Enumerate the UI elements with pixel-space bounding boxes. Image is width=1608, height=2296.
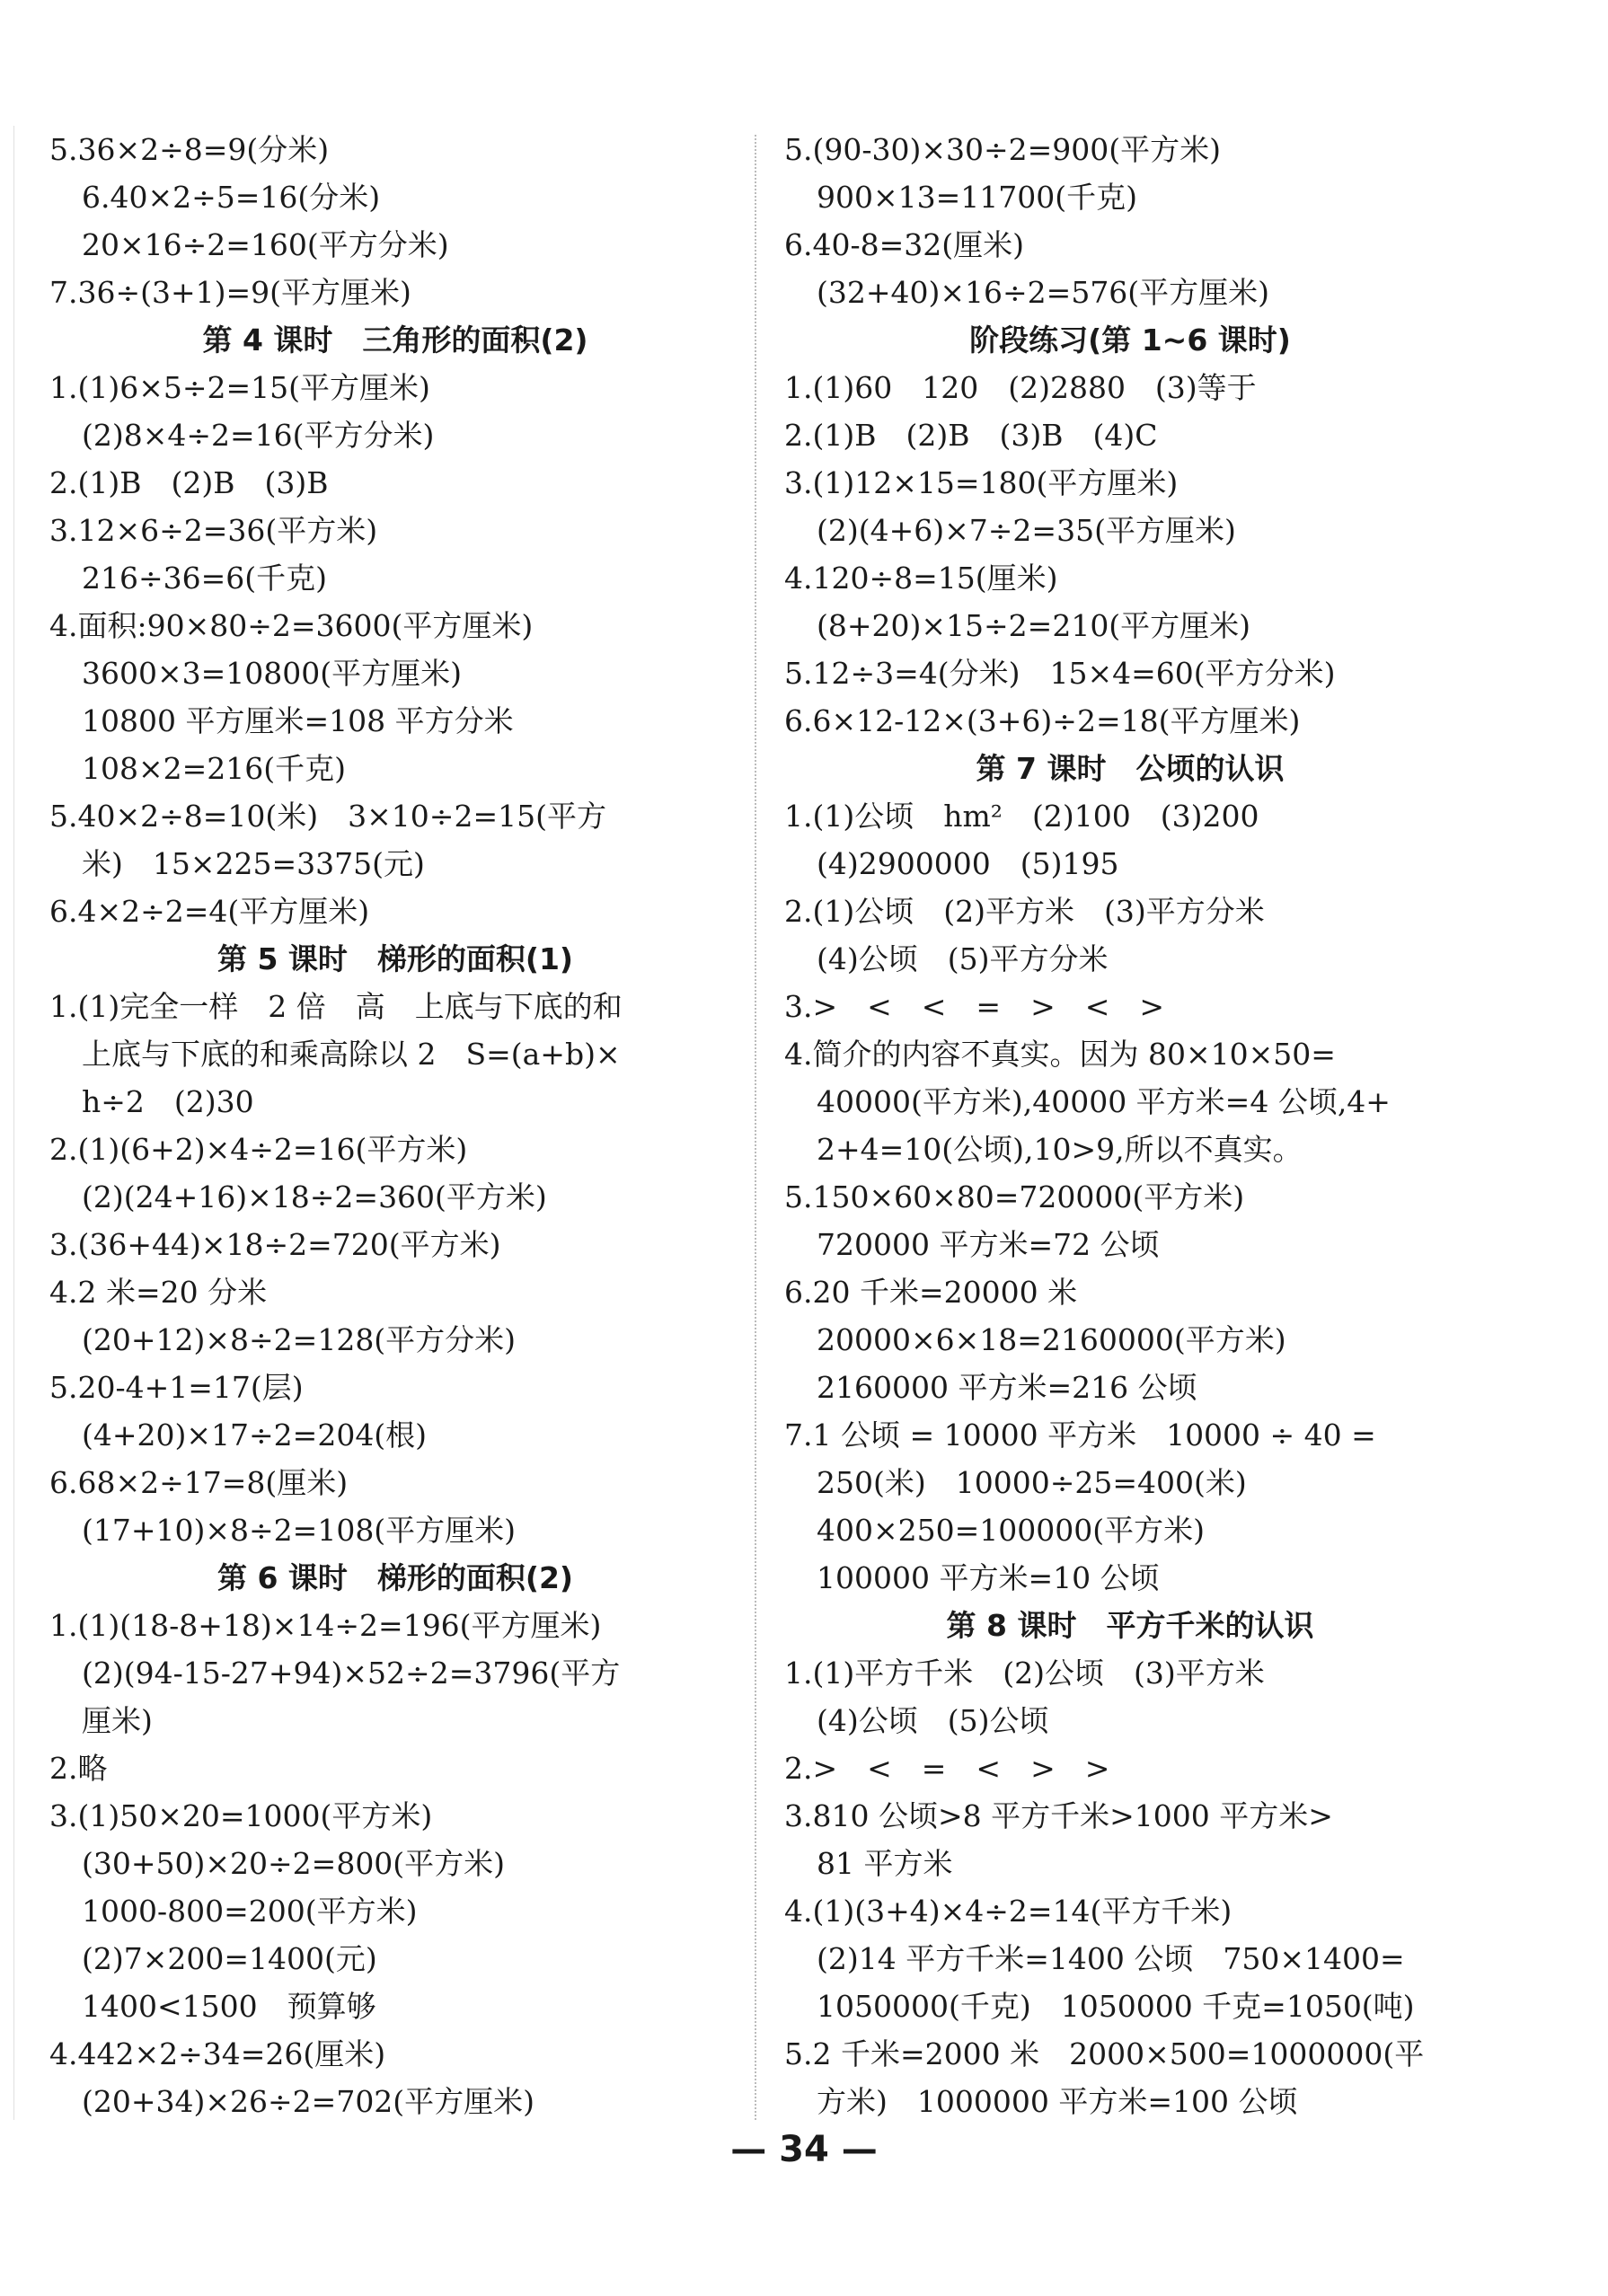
- answer-line: 3600×3=10800(平方厘米): [82, 656, 463, 691]
- answer-line: 3.(1)12×15=180(平方厘米): [784, 465, 1179, 500]
- answer-line: (2)(4+6)×7÷2=35(平方厘米): [817, 513, 1236, 548]
- answer-line: 3.810 公顷>8 平方千米>1000 平方米>: [784, 1798, 1333, 1833]
- answer-line: 4.(1)(3+4)×4÷2=14(平方千米): [784, 1894, 1233, 1929]
- answer-line: 20×16÷2=160(平方分米): [82, 227, 449, 262]
- answer-line: 108×2=216(千克): [82, 751, 347, 786]
- answer-line: 2160000 平方米=216 公顷: [817, 1370, 1197, 1405]
- answer-line: h÷2 (2)30: [82, 1084, 254, 1119]
- answer-line: 5.150×60×80=720000(平方米): [784, 1179, 1245, 1214]
- answer-line: 5.12÷3=4(分米) 15×4=60(平方分米): [784, 656, 1336, 691]
- section-heading: 第 5 课时 梯形的面积(1): [216, 941, 574, 976]
- answer-line: 3.(36+44)×18÷2=720(平方米): [49, 1227, 501, 1262]
- answer-line: 100000 平方米=10 公顷: [817, 1560, 1160, 1595]
- answer-line: (8+20)×15÷2=210(平方厘米): [817, 608, 1251, 643]
- answer-line: 6.4×2÷2=4(平方厘米): [49, 894, 370, 929]
- answer-line: 1.(1)完全一样 2 倍 高 上底与下底的和: [49, 989, 623, 1024]
- answer-line: (4)公顷 (5)公顷: [817, 1703, 1049, 1738]
- answer-line: 6.40×2÷5=16(分米): [82, 180, 381, 215]
- answer-line: (17+10)×8÷2=108(平方厘米): [82, 1513, 517, 1548]
- answer-line: 方米) 1000000 平方米=100 公顷: [817, 2084, 1298, 2119]
- answer-line: (32+40)×16÷2=576(平方厘米): [817, 275, 1270, 310]
- answer-line: (2)14 平方千米=1400 公顷 750×1400=: [817, 1941, 1405, 1976]
- answer-line: 5.40×2÷8=10(米) 3×10÷2=15(平方: [49, 799, 606, 834]
- section-heading: 第 4 课时 三角形的面积(2): [202, 322, 588, 358]
- answer-line: 7.36÷(3+1)=9(平方厘米): [49, 275, 411, 310]
- answer-line: 1.(1)公顷 hm² (2)100 (3)200: [784, 799, 1259, 834]
- answer-line: 3.12×6÷2=36(平方米): [49, 513, 378, 548]
- answer-line: 5.20-4+1=17(层): [49, 1370, 304, 1405]
- answer-line: (30+50)×20÷2=800(平方米): [82, 1846, 506, 1881]
- section-heading: 第 6 课时 梯形的面积(2): [216, 1560, 574, 1595]
- answer-line: 250(米) 10000÷25=400(米): [817, 1465, 1247, 1500]
- page-edge-line: [13, 126, 14, 2120]
- answer-line: 720000 平方米=72 公顷: [817, 1227, 1160, 1262]
- answer-line: 2.(1)B (2)B (3)B: [49, 465, 329, 500]
- answer-line: 900×13=11700(千克): [817, 180, 1138, 215]
- answer-line: (2)(24+16)×18÷2=360(平方米): [82, 1179, 547, 1214]
- answer-line: 5.2 千米=2000 米 2000×500=1000000(平: [784, 2036, 1425, 2071]
- answer-line: (2)8×4÷2=16(平方分米): [82, 418, 435, 453]
- answer-line: 10800 平方厘米=108 平方分米: [82, 703, 514, 738]
- answer-line: 2+4=10(公顷),10>9,所以不真实。: [817, 1132, 1303, 1167]
- answer-line: 4.442×2÷34=26(厘米): [49, 2036, 386, 2071]
- answer-line: 6.20 千米=20000 米: [784, 1275, 1078, 1310]
- answer-line: 2.> < = < > >: [784, 1751, 1110, 1786]
- answer-line: (20+12)×8÷2=128(平方分米): [82, 1322, 517, 1357]
- answer-line: 4.面积:90×80÷2=3600(平方厘米): [49, 608, 534, 643]
- answer-line: 6.6×12-12×(3+6)÷2=18(平方厘米): [784, 703, 1301, 738]
- answer-line: 1400<1500 预算够: [82, 1989, 376, 2024]
- answer-line: 1050000(千克) 1050000 千克=1050(吨): [817, 1989, 1415, 2024]
- section-heading: 第 8 课时 平方千米的认识: [946, 1608, 1314, 1643]
- page-number: — 34 —: [730, 2129, 878, 2170]
- answer-line: 4.120÷8=15(厘米): [784, 561, 1058, 596]
- answer-line: 3.> < < = > < >: [784, 989, 1165, 1024]
- answer-line: 81 平方米: [817, 1846, 953, 1881]
- answer-line: 20000×6×18=2160000(平方米): [817, 1322, 1286, 1357]
- answer-line: 2.(1)B (2)B (3)B (4)C: [784, 418, 1158, 453]
- answer-line: (2)7×200=1400(元): [82, 1941, 377, 1976]
- answer-line: 4.2 米=20 分米: [49, 1275, 268, 1310]
- right-column: [784, 126, 1476, 2125]
- answer-line: (20+34)×26÷2=702(平方厘米): [82, 2084, 535, 2119]
- answer-line: 5.(90-30)×30÷2=900(平方米): [784, 132, 1222, 167]
- answer-line: 7.1 公顷 = 10000 平方米 10000 ÷ 40 =: [784, 1417, 1376, 1453]
- answer-line: 2.(1)(6+2)×4÷2=16(平方米): [49, 1132, 468, 1167]
- answer-line: (4)公顷 (5)平方分米: [817, 941, 1109, 976]
- answer-line: 上底与下底的和乘高除以 2 S=(a+b)×: [82, 1037, 621, 1072]
- left-column: [49, 126, 741, 2125]
- answer-line: 6.40-8=32(厘米): [784, 227, 1025, 262]
- answer-line: 1.(1)(18-8+18)×14÷2=196(平方厘米): [49, 1608, 602, 1643]
- answer-line: 4.简介的内容不真实。因为 80×10×50=: [784, 1037, 1336, 1072]
- answer-line: 400×250=100000(平方米): [817, 1513, 1205, 1548]
- answer-line: 5.36×2÷8=9(分米): [49, 132, 330, 167]
- answer-line: 厘米): [82, 1703, 153, 1738]
- answer-line: 米) 15×225=3375(元): [82, 846, 425, 881]
- answer-line: 1.(1)60 120 (2)2880 (3)等于: [784, 370, 1257, 405]
- section-heading: 第 7 课时 公顷的认识: [976, 751, 1285, 786]
- answer-line: (2)(94-15-27+94)×52÷2=3796(平方: [82, 1656, 621, 1691]
- section-heading: 阶段练习(第 1~6 课时): [969, 322, 1291, 358]
- answer-line: 216÷36=6(千克): [82, 561, 328, 596]
- answer-line: 6.68×2÷17=8(厘米): [49, 1465, 349, 1500]
- answer-line: (4)2900000 (5)195: [817, 846, 1119, 881]
- answer-line: (4+20)×17÷2=204(根): [82, 1417, 428, 1453]
- answer-line: 3.(1)50×20=1000(平方米): [49, 1798, 433, 1833]
- answer-line: 1.(1)6×5÷2=15(平方厘米): [49, 370, 430, 405]
- answer-line: 40000(平方米),40000 平方米=4 公顷,4+: [817, 1084, 1391, 1119]
- column-divider: [755, 135, 756, 2120]
- answer-line: 2.(1)公顷 (2)平方米 (3)平方分米: [784, 894, 1265, 929]
- answer-line: 1000-800=200(平方米): [82, 1894, 418, 1929]
- answer-line: 2.略: [49, 1751, 108, 1786]
- answer-line: 1.(1)平方千米 (2)公顷 (3)平方米: [784, 1656, 1265, 1691]
